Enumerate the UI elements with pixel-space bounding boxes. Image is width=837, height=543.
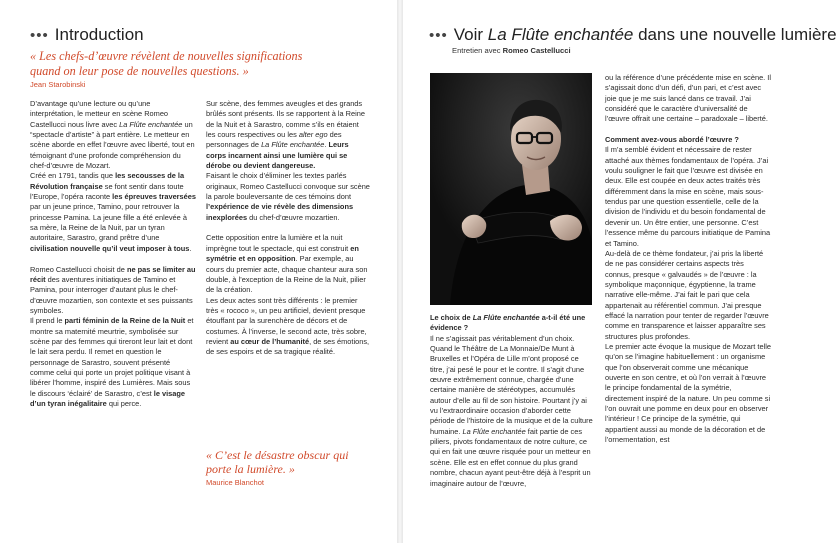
interview-answer: Il ne s’agissait pas véritablement d’un choix. Quand le Théâtre de La Monnaie/De Munt à Bruxelles et l’Opéra de Lille m’ont proposé ce titre, j’ai pesé le pour et le contre. Il s’agit d’une œuvre extrêmement connue, chargée d’une certaine manière de stéréotypes, accumulés autour d’elle au fil de son histoire. Pourtant j’y ai vu l’extraordinaire occasion d’aborder cette période de l’histoire de la musique et de la culture humaine. La Flûte enchantée fait partie de ces piliers, pivots fondamentaux de notre culture, ce qui en fait une œuvre risquée pour un metteur en scène. Elle est en effet connue du plus grand nombre, chacun ayant peut-être déjà à l’esprit un imaginaire autour de l’œuvre, [430, 333, 593, 488]
intro-paragraph: Cette opposition entre la lumière et la nuit imprègne tout le spectacle, qui est construit en symétrie et en opposition. Par exemple, au cours du premier acte, chaque chanteur aura son double, à l’exception de la Reine de la Nuit, pilier de la création. [206, 233, 368, 295]
interview-question: Le choix de La Flûte enchantée a-t-il été une évidence ? [430, 313, 586, 333]
blanchot-attribution: Maurice Blanchot [206, 478, 264, 487]
left-page [0, 0, 397, 543]
intro-column-1 [30, 99, 196, 409]
starobinski-attribution: Jean Starobinski [30, 80, 86, 89]
interview-column-2 [605, 73, 771, 445]
intro-column-2 [206, 99, 370, 358]
interview-question: Comment avez-vous abordé l’œuvre ? [605, 135, 739, 145]
portrait-illustration [430, 73, 592, 305]
interview-column-1 [430, 313, 594, 489]
introduction-heading [30, 25, 144, 46]
blanchot-quote: « C’est le désastre obscur qui porte la lumière. » [206, 448, 349, 476]
intro-paragraph: Romeo Castellucci choisit de ne pas se limiter au récit des aventures initiatiques de Tamino et Pamina, pour interroger d’autant plus le chef-d’œuvre mozartien, son contexte et ses puissants symboles. [30, 264, 196, 315]
intro-paragraph: Sur scène, des femmes aveugles et des grands brûlés sont présents. Ils se rapportent à la Reine de la Nuit et à Sarastro, comme s’ils en étaient les cours respectives ou les alter ego des personnages de La Flûte enchantée. Leurs corps incarnent ainsi une lumière qui se dérobe ou devient dangereuse. [206, 99, 365, 171]
interview-answer: ou la référence d’une précédente mise en scène. Il s’agissait donc d’un défi, d’un pari, et c’est avec joie que je me suis lancé dans ce travail. J’ai considéré que le caractère d’universalité de l’œuvre offrait une certaine – paradoxale – liberté. [605, 73, 771, 124]
interview-answer: Il m’a semblé évident et nécessaire de rester attaché aux thèmes fondamentaux de l’opéra. J’ai voulu souligner le fait que l’œuvre est divisée en deux. Elle est coupée en deux actes traités très différemment dans la mise en scène, mais sous-tendus par une question essentielle, celle de la division de l’individu et du besoin fondamental de devenir un. Un être entier, une personne. C’est l’essence même du parcours initiatique de Pamina et Tamino. [605, 145, 771, 248]
starobinski-quote: « Les chefs-d’œuvre révèlent de nouvelles significations quand on leur pose de nouvelles questions. » [30, 49, 303, 78]
interview-answer: Le premier acte évoque la musique de Mozart telle qu’on se l’imagine habituellement : un organisme que l’on observerait comme une mécanique ouverte en son centre, et où l’on verrait à l’œuvre le principe fondamental de la symétrie, directement inspiré de la nature. Un peu comme si l’on ouvrait une pomme en deux pour en observer l’intérieur ! Ce principe de la symétrie, qui appartient aussi au monde de la décoration et de l’ornementation, est [605, 341, 771, 445]
interview-answer: Au-delà de ce thème fondateur, j’ai pris la liberté de ne pas considérer certains aspects très connus, presque « galvaudés » de l’œuvre : la symbolique maçonnique, égyptienne, la trame narrative elle-même. J’ai fait le pari que cela appartenait au référentiel commun. J’ai presque effacé la narration pour tenter de regarder l’œuvre comme en transparence et laisser apparaître ses structures plus profondes. [605, 248, 769, 341]
intro-paragraph: Créé en 1791, tandis que les secousses de la Révolution française se font sentir dans toute l’Europe, l’opéra raconte les épreuves traversées par un jeune prince, Tamino, pour retrouver la princesse Pamina. La jeune fille a été enlevée à sa mère, la Reine de la Nuit, par un tyran autoritaire, Sarastro, grand prêtre d’une civilisation nouvelle qu’il veut imposer à tous. [30, 171, 196, 253]
interview-heading: ••• Voir La Flûte enchantée dans une nouvelle lumière [429, 25, 837, 44]
bullet-dots-icon: ••• [429, 27, 448, 44]
intro-paragraph: Les deux actes sont très différents : le premier très « rococo », un peu artificiel, devient presque étouffant par la surenchère de décors et de costumes. À l’inverse, le second acte, très sobre, revient au cœur de l’humanité, de ses émotions, de ses espoirs et de sa tragique réalité. [206, 295, 370, 357]
bullet-dots-icon: ••• [30, 27, 49, 44]
intro-paragraph: Faisant le choix d’éliminer les textes parlés originaux, Romeo Castellucci convoque sur scène la parole bouleversante de ces témoins dont l’expérience de vie révèle des dimensions inexplorées du chef-d’œuvre mozartien. [206, 171, 370, 222]
intro-paragraph: D’avantage qu’une lecture ou qu’une interprétation, le metteur en scène Romeo Castellucci nous livre avec La Flûte enchantée un “spectacle d’artiste” à part entière. Le metteur en scène aborde en effet l’œuvre avec liberté, tout en témoignant d’une profonde compréhension du chef-d’œuvre de Mozart. [30, 99, 195, 171]
romeo-castellucci-photo [430, 73, 592, 305]
interview-subtitle: Entretien avec Romeo Castellucci [452, 46, 571, 55]
introduction-title-text: Introduction [54, 25, 144, 44]
intro-paragraph: Il prend le parti féminin de la Reine de la Nuit et montre sa maternité meurtrie, symbolisée sur scène par des femmes qui tireront leur lait et dont le lait sera perdu. Il remet en question le personnage de Sarastro, souvent présenté comme celui qui porte un projet politique visant à libérer l’homme, inspiré des Lumières. Mais sous le discours ‘éclairé’ de Sarastro, c’est le visage d’un tyran inégalitaire qui perce. [30, 316, 194, 408]
